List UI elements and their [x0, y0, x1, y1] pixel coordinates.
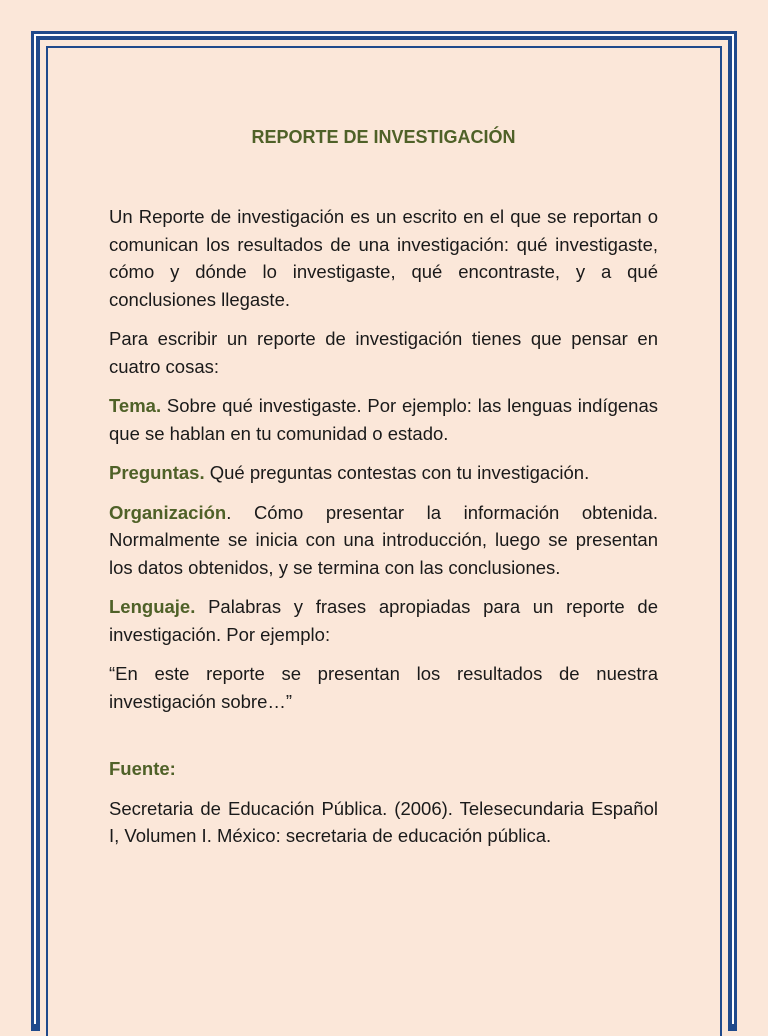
source-label: Fuente:	[109, 758, 176, 779]
item-organizacion	[109, 499, 658, 582]
source-citation: Secretaria de Educación Pública. (2006). Telesecundaria Español I, Volumen I. México: secretaria de educación pública.	[109, 797, 658, 846]
item-text: Palabras y frases apropiadas para un reporte de investigación. Por ejemplo:	[109, 596, 658, 645]
item-lenguaje	[109, 593, 658, 648]
quote-emphasis: En este reporte se presentan	[115, 663, 400, 684]
quote-emphasis-2: investigación sobre…	[109, 690, 286, 712]
quote-close: ”	[285, 690, 293, 712]
example-quote	[109, 660, 658, 715]
page-border-stripe-right	[732, 34, 734, 1024]
quote-open: “	[109, 663, 116, 684]
item-text: . Cómo presentar la información obtenida. Normalmente se inicia con una introducción, luego se presentan los datos obtenidos, y se termina con las conclusiones.	[109, 501, 658, 578]
item-preguntas	[109, 459, 658, 487]
item-term: Lenguaje.	[109, 596, 196, 617]
page-border-stripe-left	[34, 34, 36, 1024]
page-border-stripe-top	[34, 34, 734, 36]
item-term: Organización	[109, 501, 227, 523]
item-text: Qué preguntas contestas con tu investigación.	[204, 462, 590, 483]
item-text: Sobre qué investigaste. Por ejemplo: las lenguas indígenas que se hablan en tu comunidad o estado.	[109, 395, 658, 444]
item-term: Tema.	[109, 395, 162, 416]
quote-rest: los resultados de nuestra	[399, 663, 658, 684]
item-term: Preguntas.	[109, 462, 205, 483]
item-tema	[109, 392, 658, 447]
document-body	[109, 124, 658, 862]
intro-paragraph: Un Reporte de investigación es un escrito en el que se reportan o comunican los resultados de una investigación: qué investigaste, cómo y dónde lo investigaste, qué encontraste, y a qué conclusiones llegaste.	[109, 206, 658, 310]
instructions-paragraph: Para escribir un reporte de investigación tienes que pensar en cuatro cosas:	[109, 328, 658, 377]
document-title: REPORTE DE INVESTIGACIÓN	[251, 127, 516, 147]
